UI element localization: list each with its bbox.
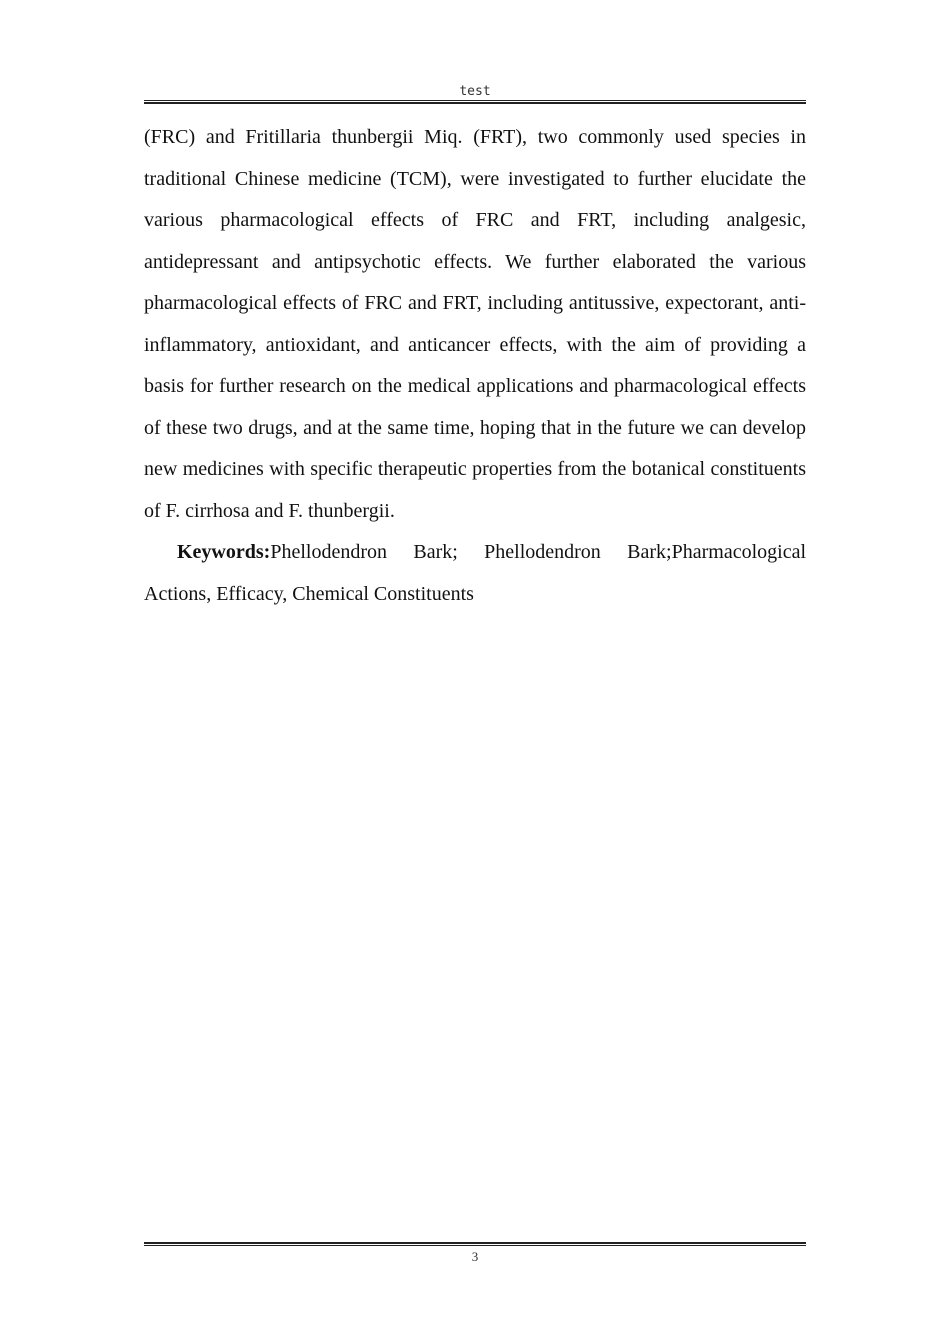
header-rule-thin	[144, 100, 806, 101]
header-title: test	[459, 84, 491, 99]
footer-rule-thin	[144, 1245, 806, 1246]
page-footer	[144, 1240, 806, 1270]
page-number: 3	[471, 1249, 479, 1264]
keywords-paragraph	[144, 532, 806, 615]
abstract-paragraph: (FRC) and Fritillaria thunbergii Miq. (FRT), two commonly used species in traditional Chinese medicine (TCM), were investigated to further elucidate the various pharmacological effects of FRC and FRT, including analgesic, antidepressant and antipsychotic effects. We further elaborated the various pharmacological effects of FRC and FRT, including antitussive, expectorant, anti-inflammatory, antioxidant, and anticancer effects, with the aim of providing a basis for further research on the medical applications and pharmacological effects of these two drugs, and at the same time, hoping that in the future we can develop new medicines with specific therapeutic properties from the botanical constituents of F. cirrhosa and F. thunbergii.	[144, 126, 806, 522]
document-body	[144, 117, 806, 615]
keywords-label: Keywords:	[177, 541, 271, 563]
footer-rule-thick	[144, 1242, 806, 1244]
header-rule-thick	[144, 102, 806, 104]
keywords-text: Phellodendron Bark; Phellodendron Bark;Pharmacological Actions, Efficacy, Chemical Constituents	[144, 541, 806, 605]
page-header	[144, 84, 806, 106]
